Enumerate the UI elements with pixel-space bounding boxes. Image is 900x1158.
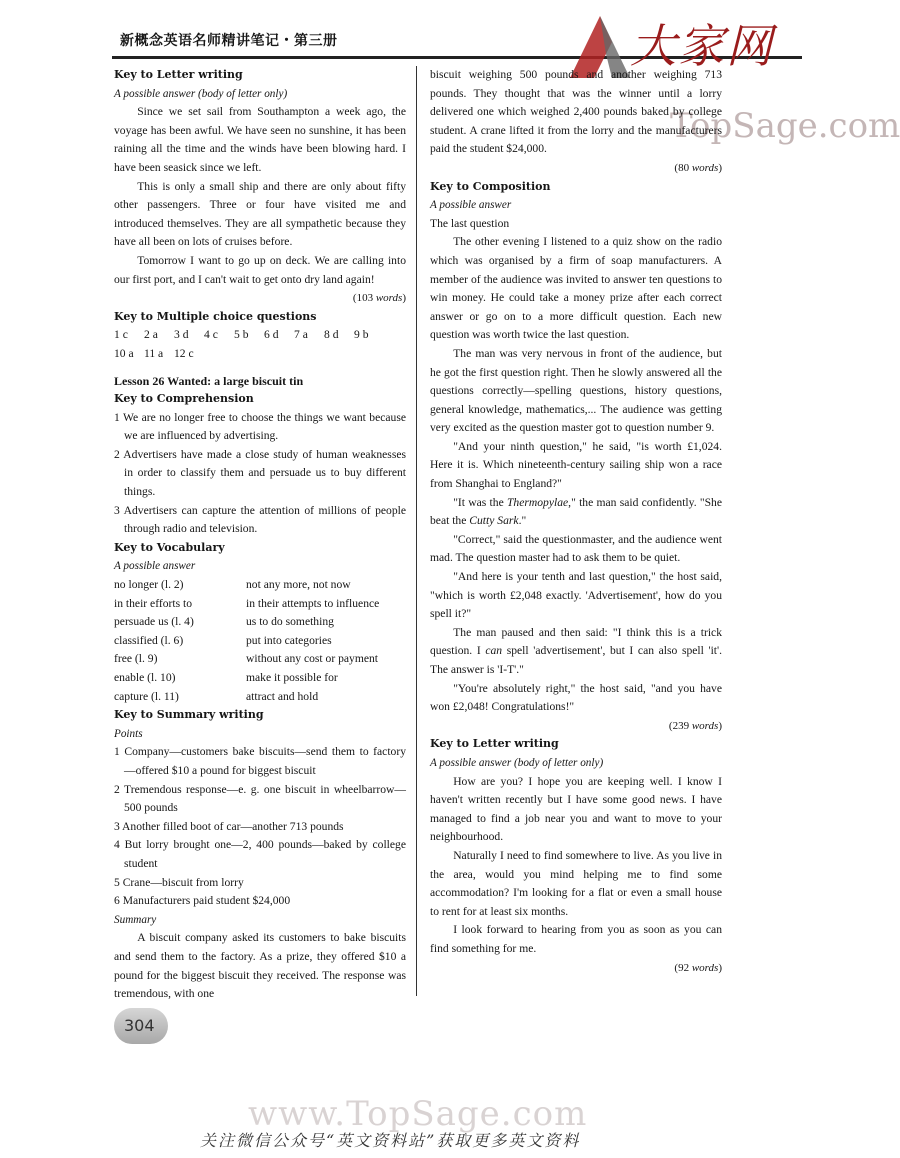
- list-item: 6 Manufacturers paid student $24,000: [114, 894, 291, 908]
- vocab-term: persuade us (l. 4): [114, 615, 194, 629]
- paragraph: Tomorrow I want to go up on deck. We are calling into our first port, and I can't wait to get onto dry land again!: [114, 253, 406, 286]
- mc-answers-row: [114, 345, 406, 364]
- vocab-row: [114, 595, 406, 614]
- paragraph: "And your ninth question," he said, "is worth £1,024. Here it is. Which nineteenth-century sailing ship won a race from Shanghai to England?": [430, 439, 722, 491]
- word-count: (92 words): [674, 961, 722, 974]
- mc-answer: 10 a: [114, 346, 134, 360]
- points-label: Points: [114, 727, 143, 740]
- paragraph: I look forward to hearing from you as soon as you can find something for me.: [430, 923, 722, 955]
- mc-answer: 1 c: [114, 328, 128, 342]
- paragraph: The other evening I listened to a quiz show on the radio which was organised by a firm of soap manufacturers. A member of the audience was invited to answer ten questions to win money. He could take a money prize after each correct answer or go on to a more difficult question. Each new question was worth twice the last question.: [430, 235, 722, 342]
- vocab-definition: put into categories: [246, 633, 332, 647]
- paragraph: "You're absolutely right," the host said, "and you have won £2,048! Congratulations!": [430, 681, 722, 714]
- logo-chinese-text: 大家网: [630, 19, 774, 73]
- vocab-term: in their efforts to: [114, 596, 193, 610]
- mc-answer: 9 b: [354, 328, 369, 342]
- list-item: 2 Advertisers have made a close study of human weaknesses in order to classify them and persuade us to buy different things.: [114, 447, 406, 499]
- paragraph: Naturally I need to find somewhere to live. As you live in the area, would you mind helping me to find some accommodation? I'm looking for a flat or even a small house to rent for at least six months.: [430, 848, 722, 918]
- vocab-row: [114, 613, 406, 632]
- section-subheading: A possible answer: [430, 199, 512, 212]
- mc-answer: 11 a: [144, 346, 164, 360]
- mc-answer: 3 d: [174, 328, 189, 342]
- section-heading: Key to Letter writing: [430, 737, 559, 751]
- word-count: (239 words): [668, 719, 722, 732]
- list-item: 4 But lorry brought one—2, 400 pounds—baked by college student: [114, 838, 406, 870]
- vocab-term: free (l. 9): [114, 652, 158, 666]
- vocab-definition: attract and hold: [246, 689, 319, 703]
- column-divider: [416, 66, 417, 996]
- section-heading: Key to Comprehension: [114, 392, 254, 406]
- page-number-badge: [114, 1008, 168, 1044]
- vocab-row: [114, 576, 406, 595]
- summary-label: Summary: [114, 913, 157, 926]
- paragraph: "Correct," said the questionmaster, and the audience went mad. The question master had to ask them to be quiet.: [430, 532, 722, 565]
- word-count: (103 words): [352, 292, 406, 305]
- paragraph: How are you? I hope you are keeping well. I know I haven't written recently but I have some good news. I have managed to find a job near you and want to move to your neighbourhood.: [430, 774, 722, 844]
- list-item: 3 Advertisers can capture the attention of millions of people through radio and television.: [114, 503, 406, 536]
- paragraph: "It was the Thermopylae," the man said confidently. "She beat the Cutty Sark.": [430, 495, 722, 528]
- book-title: 新概念英语名师精讲笔记・第三册: [120, 33, 338, 49]
- list-item: 2 Tremendous response—e. g. one biscuit in wheelbarrow—500 pounds: [114, 782, 406, 815]
- vocab-definition: not any more, not now: [246, 578, 351, 592]
- vocab-definition: us to do something: [246, 615, 334, 629]
- vocab-term: enable (l. 10): [114, 671, 176, 684]
- vocab-row: [114, 632, 406, 651]
- vocab-term: classified (l. 6): [114, 633, 184, 647]
- mc-answers-row: [114, 326, 406, 345]
- composition-title: The last question: [430, 216, 510, 230]
- word-count: (80 words): [674, 161, 722, 174]
- vocab-row: [114, 688, 406, 707]
- mc-answer: 4 c: [204, 328, 218, 342]
- paragraph: The man was very nervous in front of the audience, but he got the first question right. Then he slowly answered all the questions correctly—spelling questions, history questions, general knowledge, mathematics,... The audience was getting very excited as the question master got to question number 9.: [430, 346, 722, 435]
- mc-answer: 5 b: [234, 328, 249, 342]
- section-subheading: A possible answer (body of letter only): [430, 756, 604, 769]
- left-column: [114, 66, 406, 1004]
- section-subheading: A possible answer: [114, 560, 196, 573]
- vocab-term: no longer (l. 2): [114, 578, 184, 592]
- paragraph: This is only a small ship and there are only about fifty other passengers. Three or four have visited me and introduced themselves. They are all sympathetic because they have all been on lots of cruises before.: [114, 179, 406, 249]
- paragraph: biscuit weighing 500 pounds and another weighing 713 pounds. They thought that was the winner until a lorry delivered one which weighed 2,400 pounds baked by college student. A crane lifted it from the lorry and the manufacturers paid the student $24,000.: [430, 68, 722, 156]
- logo-english-text: TopSage.com: [670, 106, 900, 146]
- list-item: 1 Company—customers bake biscuits—send them to factory—offered $10 a pound for biggest biscuit: [114, 745, 406, 777]
- section-heading: Key to Composition: [430, 179, 551, 193]
- mc-answer: 6 d: [264, 328, 279, 342]
- list-item: 3 Another filled boot of car—another 713 pounds: [114, 819, 344, 833]
- list-item: 5 Crane—biscuit from lorry: [114, 875, 244, 889]
- mc-answer: 12 c: [174, 346, 194, 360]
- page-number: 304: [124, 1016, 155, 1035]
- section-heading: Key to Letter writing: [114, 68, 243, 81]
- vocab-definition: without any cost or payment: [246, 652, 379, 666]
- vocab-definition: make it possible for: [246, 671, 338, 684]
- mc-answer: 8 d: [324, 328, 339, 342]
- vocab-term: capture (l. 11): [114, 689, 179, 703]
- paragraph: A biscuit company asked its customers to bake biscuits and send them to the factory. As a prize, they offered $10 a pound for the biggest biscuit they received. The response was tremendous, with one: [114, 931, 406, 1001]
- watermark-url: www.TopSage.com: [248, 1094, 588, 1134]
- paragraph: "And here is your tenth and last question," the host said, "which is worth £2,048 exactly. 'Advertisement', how do you spell it?": [430, 570, 722, 621]
- lesson-title: Lesson 26 Wanted: a large biscuit tin: [114, 373, 304, 388]
- right-column: [430, 66, 722, 977]
- vocab-row: [114, 650, 406, 669]
- section-heading: Key to Vocabulary: [114, 540, 225, 554]
- section-heading: Key to Summary writing: [114, 708, 264, 722]
- section-heading: Key to Multiple choice questions: [114, 309, 317, 323]
- mc-answer: 2 a: [144, 328, 158, 342]
- section-subheading: A possible answer (body of letter only): [114, 87, 288, 100]
- paragraph: Since we set sail from Southampton a week ago, the voyage has been awful. We have seen no sunshine, it has been raining all the time and the winds have been blowing hard. I have been seasick since we left.: [114, 105, 406, 174]
- paragraph: The man paused and then said: "I think this is a trick question. I can spell 'advertisement', but I can also spell 'it'. The answer is 'I-T'.": [430, 625, 723, 676]
- vocab-definition: in their attempts to influence: [246, 596, 380, 610]
- vocab-row: [114, 669, 406, 688]
- mc-answer: 7 a: [294, 328, 308, 342]
- list-item: 1 We are no longer free to choose the things we want because we are influenced by advertising.: [114, 410, 406, 443]
- watermark-caption: 关注微信公众号“英文资料站”获取更多英文资料: [200, 1131, 581, 1150]
